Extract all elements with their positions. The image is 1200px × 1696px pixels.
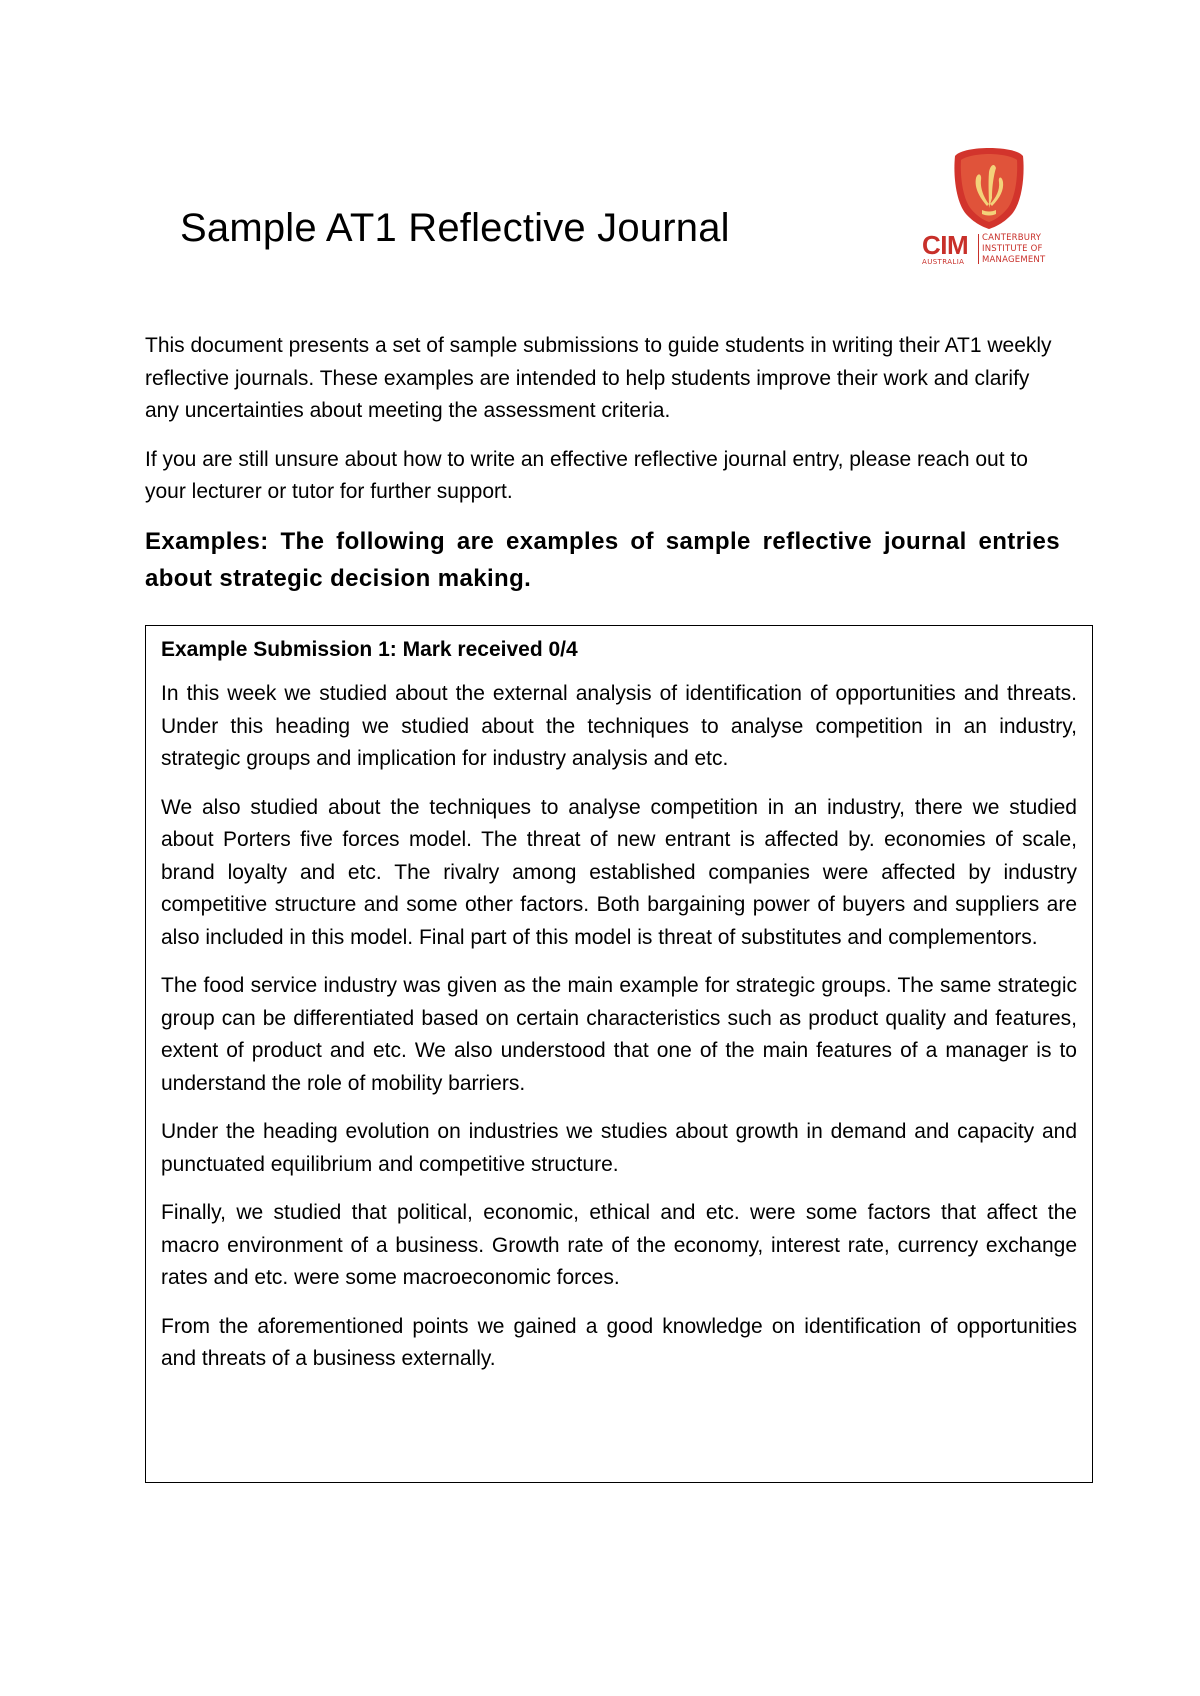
- shield-logo-icon: [952, 146, 1026, 230]
- logo-institution-line: CANTERBURY: [982, 233, 1042, 243]
- cim-logo: [922, 146, 1058, 268]
- submission-paragraph: In this week we studied about the external analysis of identification of opportunities and threats. Under this heading we studied about the techniques to analyse competition in an industry, strategic groups and implication for industry analysis and etc.: [161, 682, 1077, 770]
- submission-paragraph: Finally, we studied that political, economic, ethical and etc. were some factors that affect the macro environment of a business. Growth rate of the economy, interest rate, currency exchange rates and etc. were some macroeconomic forces.: [161, 1201, 1077, 1289]
- logo-institution-line: MANAGEMENT: [982, 255, 1046, 265]
- logo-institution-line: INSTITUTE OF: [982, 244, 1043, 254]
- submission-paragraph: We also studied about the techniques to analyse competition in an industry, there we studied about Porters five forces model. The threat of new entrant is affected by. economies of scale, brand loyalty and etc. The rivalry among established companies were affected by industry competitive structure and some other factors. Both bargaining power of buyers and suppliers are also included in this model. Final part of this model is threat of substitutes and complementors.: [161, 795, 1077, 949]
- intro-paragraph: This document presents a set of sample submissions to guide students in writing their AT1 weekly reflective journals. These examples are intended to help students improve their work and clarify any uncertainties about meeting the assessment criteria.: [145, 334, 1052, 422]
- document-title: Sample AT1 Reflective Journal: [180, 206, 730, 250]
- logo-abbrev: CIM: [922, 230, 969, 260]
- submission-paragraph: Under the heading evolution on industries we studies about growth in demand and capacity and punctuated equilibrium and competitive structure.: [161, 1120, 1077, 1176]
- submission-title: Example Submission 1: Mark received 0/4: [161, 638, 578, 661]
- logo-country: AUSTRALIA: [922, 258, 965, 266]
- example-submission-box: [145, 625, 1093, 1483]
- submission-paragraph: The food service industry was given as the main example for strategic groups. The same strategic group can be differentiated based on certain characteristics such as product quality and features, extent of product and etc. We also understood that one of the main features of a manager is to understand the role of mobility barriers.: [161, 974, 1077, 1095]
- logo-institution-name: [982, 233, 1045, 266]
- submission-paragraph: From the aforementioned points we gained a good knowledge on identification of opportunities and threats of a business externally.: [161, 1314, 1077, 1370]
- logo-divider: [978, 234, 979, 264]
- examples-heading: Examples: The following are examples of sample reflective journal entries about strategic decision making.: [145, 528, 1060, 592]
- intro-section: [145, 330, 1060, 525]
- intro-paragraph: If you are still unsure about how to write an effective reflective journal entry, please reach out to your lecturer or tutor for further support.: [145, 447, 1028, 503]
